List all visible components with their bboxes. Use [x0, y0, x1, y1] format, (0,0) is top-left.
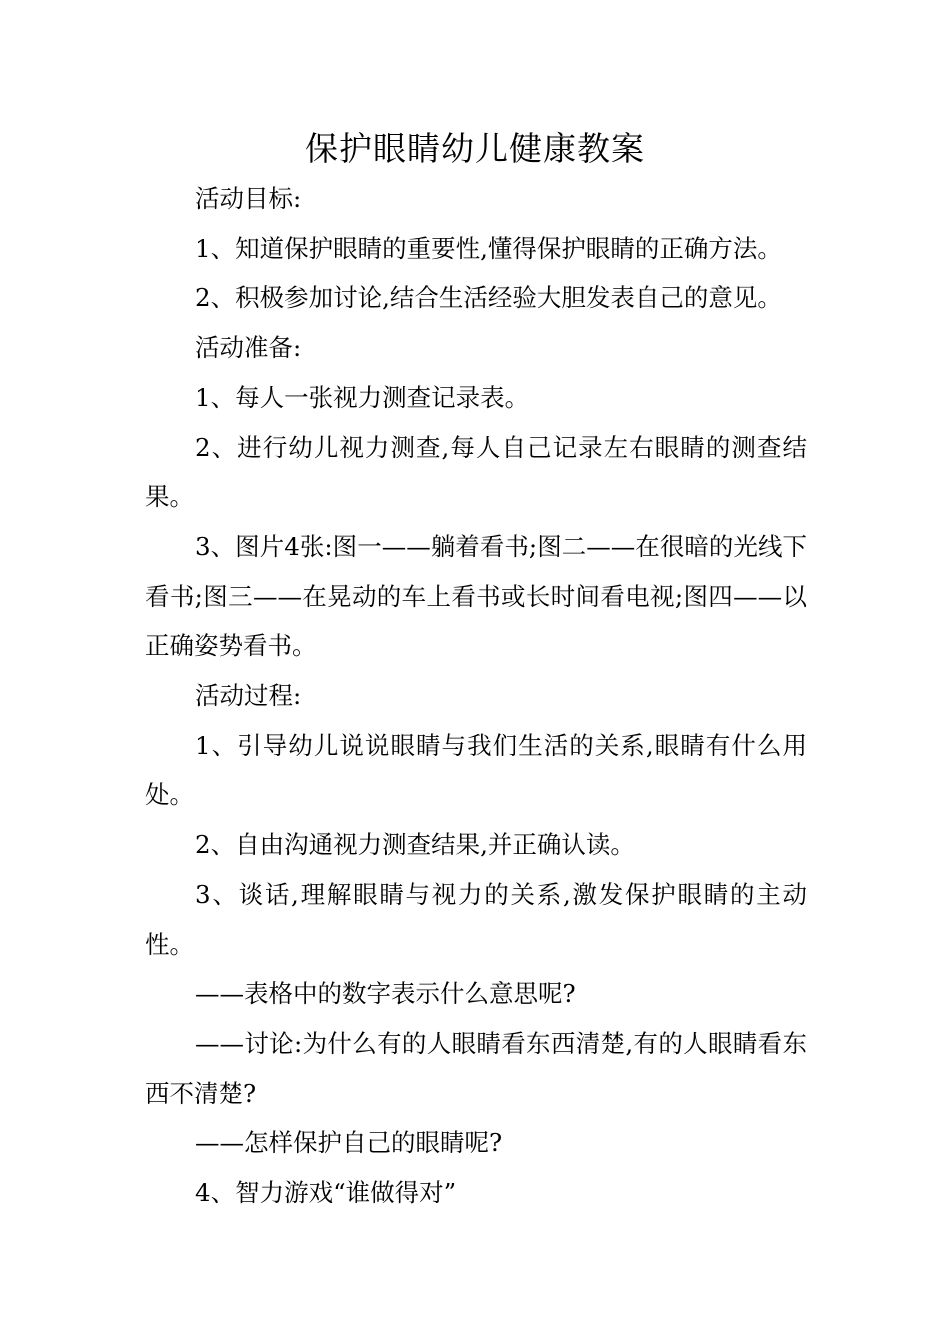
- preparation-item-1: 1、每人一张视力测查记录表。: [195, 382, 530, 412]
- discussion-question-3: ——怎样保护自己的眼睛呢?: [195, 1128, 503, 1158]
- preparation-item-3: 3、图片4张:图一——躺着看书;图二——在很暗的光线下看书;图三——在晃动的车上看书或长时间看电视;图四——以正确姿势看书。: [145, 531, 807, 661]
- goal-item-1: 1、知道保护眼睛的重要性,懂得保护眼睛的正确方法。: [195, 233, 782, 263]
- process-item-3: 3、谈话,理解眼睛与视力的关系,激发保护眼睛的主动性。: [145, 879, 807, 959]
- section-heading-preparation: 活动准备:: [195, 333, 302, 363]
- process-item-4: 4、智力游戏“谁做得对”: [195, 1178, 457, 1208]
- document-title: 保护眼睛幼儿健康教案: [305, 129, 645, 168]
- document-body: [145, 174, 807, 1218]
- discussion-question-2: ——讨论:为什么有的人眼睛看东西清楚,有的人眼睛看东西不清楚?: [145, 1028, 807, 1108]
- discussion-question-1: ——表格中的数字表示什么意思呢?: [195, 979, 576, 1009]
- goal-item-2: 2、积极参加讨论,结合生活经验大胆发表自己的意见。: [195, 283, 782, 313]
- process-item-2: 2、自由沟通视力测查结果,并正确认读。: [195, 830, 635, 860]
- section-heading-process: 活动过程:: [195, 681, 302, 711]
- section-heading-goals: 活动目标:: [195, 184, 302, 213]
- process-item-1: 1、引导幼儿说说眼睛与我们生活的关系,眼睛有什么用处。: [145, 730, 807, 810]
- preparation-item-2: 2、进行幼儿视力测查,每人自己记录左右眼睛的测查结果。: [145, 432, 807, 512]
